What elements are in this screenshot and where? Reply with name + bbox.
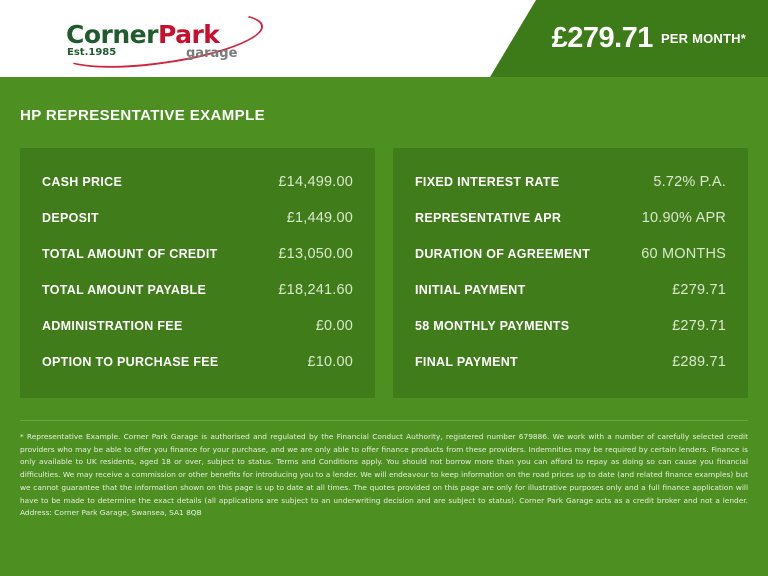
logo-subtitle: garage	[186, 46, 238, 61]
row-value: £18,241.60	[278, 282, 353, 298]
finance-panel-left	[20, 148, 375, 398]
logo-name-first: Corner	[66, 20, 158, 49]
table-row	[38, 236, 357, 272]
table-row	[411, 200, 730, 236]
page-title: HP REPRESENTATIVE EXAMPLE	[20, 107, 266, 124]
row-label: 58 MONTHLY PAYMENTS	[415, 319, 570, 333]
row-value: 5.72% P.A.	[653, 174, 726, 190]
row-label: TOTAL AMOUNT OF CREDIT	[42, 247, 218, 261]
table-row	[411, 308, 730, 344]
logo	[58, 14, 268, 66]
monthly-price-amount: £279.71	[551, 22, 653, 54]
finance-panel-right	[393, 148, 748, 398]
logo-established: Est.1985	[67, 47, 117, 58]
row-value: 60 MONTHS	[641, 246, 726, 262]
footer	[20, 420, 748, 520]
page-header	[0, 0, 768, 77]
table-row	[38, 308, 357, 344]
monthly-price-banner	[536, 0, 768, 77]
table-row	[38, 200, 357, 236]
row-label: DEPOSIT	[42, 211, 99, 225]
logo-title	[66, 20, 219, 49]
row-label: INITIAL PAYMENT	[415, 283, 526, 297]
row-value: £13,050.00	[278, 246, 353, 262]
row-value: £0.00	[315, 318, 353, 334]
row-value: 10.90% APR	[641, 210, 726, 226]
row-label: CASH PRICE	[42, 175, 123, 189]
row-value: £279.71	[672, 318, 726, 334]
finance-details-panels	[20, 148, 748, 398]
row-label: DURATION OF AGREEMENT	[415, 247, 591, 261]
row-label: FIXED INTEREST RATE	[415, 175, 560, 189]
row-value: £14,499.00	[278, 174, 353, 190]
row-label: FINAL PAYMENT	[415, 355, 518, 369]
row-label: ADMINISTRATION FEE	[42, 319, 183, 333]
row-value: £1,449.00	[286, 210, 353, 226]
row-value: £289.71	[672, 354, 726, 370]
row-value: £10.00	[307, 354, 353, 370]
row-value: £279.71	[672, 282, 726, 298]
table-row	[411, 164, 730, 200]
table-row	[38, 164, 357, 200]
table-row	[38, 344, 357, 380]
table-row	[411, 344, 730, 380]
row-label: OPTION TO PURCHASE FEE	[42, 355, 219, 369]
row-label: TOTAL AMOUNT PAYABLE	[42, 283, 207, 297]
disclaimer-text: * Representative Example. Corner Park Garage is authorised and regulated by the Financial Conduct Authority, registered number 679886. We work with a number of carefully selected credit providers who may be able to offer you finance for your purchase, and we are only able to offer finance products from these providers. Indemnities may be required by certain lenders. Finance is only available to UK residents, aged 18 or over, subject to status. Terms and Conditions apply. You should not borrow more than you can afford to repay as doing so can cause you financial difficulties. We may receive a commission or other benefits for introducing you to a lender. We will endeavour to keep information on the road prices up to date (and related finance examples) but we cannot guarantee that the information shown on this page is up to date at all times. The quotes provided on this page are only for illustrative purposes only and a full finance application will have to be made to determine the exact details (all applications are subject to an underwriting decision and are subject to status). Corner Park Garage acts as a credit broker and not a lender. Address: Corner Park Garage, Swansea, SA1 8QB	[20, 432, 748, 518]
table-row	[411, 236, 730, 272]
monthly-price-period: PER MONTH*	[660, 31, 746, 46]
table-row	[38, 272, 357, 308]
logo-name-second: Park	[157, 20, 220, 49]
table-row	[411, 272, 730, 308]
row-label: REPRESENTATIVE APR	[415, 211, 562, 225]
